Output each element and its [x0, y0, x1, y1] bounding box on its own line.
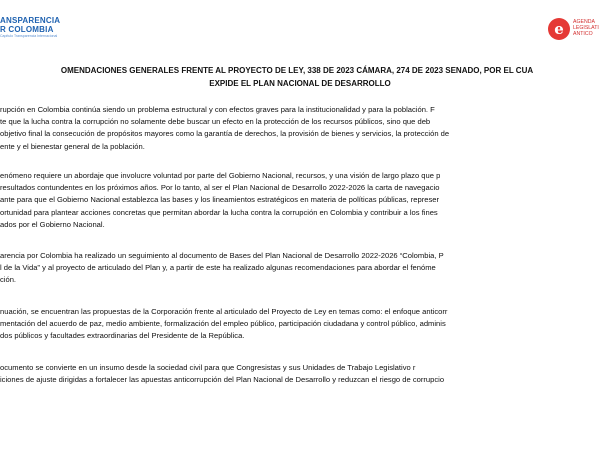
paragraph-line: ados por el Gobierno Nacional. [0, 219, 105, 229]
document-title [0, 64, 600, 90]
transparencia-logo [0, 16, 60, 50]
title-line-2: EXPIDE EL PLAN NACIONAL DE DESARROLLO [209, 79, 391, 88]
paragraph-line: iciones de ajuste dirigidas a fortalecer las apuestas anticorrupción del Plan Nacional de Desarrollo y reduzcan el riesgo de corrupcio [0, 375, 445, 385]
paragraph-line: rupción en Colombia continúa siendo un problema estructural y con efectos graves para la institucionalidad y para la población. F [0, 105, 435, 114]
paragraph-line: ocumento se convierte en un insumo desde la sociedad civil para que Congresistas y sus Unidades de Trabajo Legislativo r [0, 363, 416, 372]
paragraph-line: dos públicos y facultades extraordinarias del Presidente de la República. [0, 331, 245, 341]
paragraph-3 [0, 250, 600, 287]
logo-line-2: R COLOMBIA [0, 25, 54, 34]
paragraph-line: ortunidad para plantear acciones concretas que permitan abordar la lucha contra la corrupción en Colombia y contribuir a los fines [0, 207, 438, 217]
logo-right-line-1: AGENDA [573, 19, 595, 25]
logo-right-line-3: ANTICO [573, 31, 593, 38]
paragraph-line: nuación, se encuentran las propuestas de la Corporación frente al articulado del Proyecto de Ley en temas como: el enfoque anticorr [0, 307, 448, 316]
paragraph-line: mentación del acuerdo de paz, medio ambiente, formalización del empleo público, participación ciudadana y control público, adminis [0, 319, 446, 329]
paragraph-1 [0, 104, 600, 153]
agenda-legislativa-logo [548, 18, 600, 44]
logo-tagline: Capítulo Transparencia Internacional [0, 34, 58, 38]
paragraph-5 [0, 362, 600, 386]
agenda-e-icon: e [548, 18, 570, 40]
paragraph-line: enómeno requiere un abordaje que involucre voluntad por parte del Gobierno Nacional, recursos, y una visión de largo plazo que p [0, 171, 441, 180]
paragraph-line: te que la lucha contra la corrupción no solamente debe buscar un efecto en la protección de los recursos públicos, sino que deb [0, 117, 431, 127]
paragraph-line: objetivo final la consecución de propósitos mayores como la garantía de derechos, la provisión de bienes y servicios, la protección de [0, 129, 450, 139]
paragraph-line: ción. [0, 275, 17, 285]
paragraph-2 [0, 170, 600, 231]
title-line-1: OMENDACIONES GENERALES FRENTE AL PROYECTO DE LEY, 338 DE 2023 CÁMARA, 274 DE 2023 SENADO, POR EL CUA [60, 66, 534, 75]
paragraph-line: arencia por Colombia ha realizado un seguimiento al documento de Bases del Plan Nacional de Desarrollo 2022-2026 “Colombia, P [0, 251, 444, 260]
paragraph-line: ante para que el Gobierno Nacional establezca las bases y los lineamientos estratégicos en materia de políticas públicas, represer [0, 195, 439, 205]
logo-right-line-2: LEGISLATI [573, 25, 599, 32]
paragraph-line: l de la Vida” y al proyecto de articulado del Plan y, a partir de este ha realizado algunas recomendaciones para abordar el fenóme [0, 263, 436, 273]
logo-line-1: ANSPARENCIA [0, 16, 61, 25]
paragraph-line: resultados contundentes en los próximos años. Por lo tanto, al ser el Plan Nacional de Desarrollo 2022-2026 la carta de navegacio [0, 183, 440, 193]
paragraph-line: ente y el bienestar general de la población. [0, 141, 145, 151]
paragraph-4 [0, 306, 600, 343]
